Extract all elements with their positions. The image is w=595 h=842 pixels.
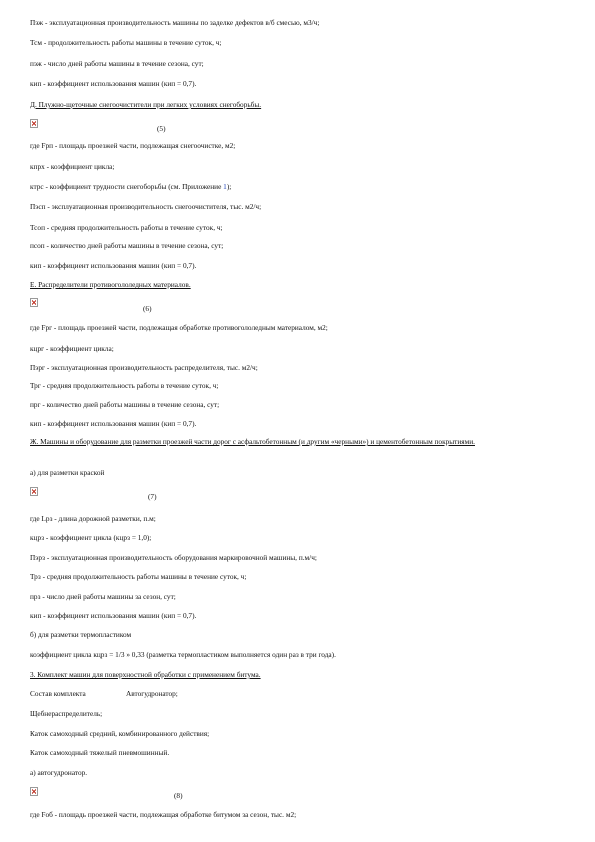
section-heading: 3. Комплект машин для поверхностной обработки с применением битума. xyxy=(30,670,261,679)
section-heading: Ж. Машины и оборудование для разметки проезжей части дорог с асфальтобетонным (и другим «черными») и цементобетонным покрытиями. xyxy=(30,437,475,446)
text-line: пэж - число дней работы машины в течение сезона, сут; xyxy=(30,59,204,68)
text-line xyxy=(30,182,575,191)
appendix-link[interactable]: 1 xyxy=(223,182,227,191)
text-line: Трз - средняя продолжительность работы машины в течение суток, ч; xyxy=(30,572,247,581)
text-line: кип - коэффициент использования машин (кип = 0,7). xyxy=(30,79,197,88)
broken-image-icon xyxy=(30,119,38,128)
formula-number: (8) xyxy=(174,791,183,800)
text-segment: ); xyxy=(226,182,232,191)
text-line: псоп - количество дней работы машины в течение сезона, сут; xyxy=(30,241,224,250)
text-line: где Fрг - площадь проезжей части, подлежащая обработке противогололедным материалом, м2; xyxy=(30,323,328,332)
text-line: Тсоп - средняя продолжительность работы в течение суток, ч; xyxy=(30,223,223,232)
text-line: кцрз - коэффициент цикла (кцрз = 1,0); xyxy=(30,533,152,542)
text-line: где Fрп - площадь проезжей части, подлежащая снегоочистке, м2; xyxy=(30,141,236,150)
text-line: б) для разметки термопластиком xyxy=(30,630,132,639)
text-line: Состав комплекта xyxy=(30,689,86,698)
text-line: Пэсп - эксплуатационная производительность снегоочистителя, тыс. м2/ч; xyxy=(30,202,262,211)
formula-number: (7) xyxy=(148,492,157,501)
text-line: Тсм - продолжительность работы машины в течение суток, ч; xyxy=(30,38,222,47)
text-line: Щебнераспределитель; xyxy=(30,709,103,718)
text-line: прг - количество дней работы машины в течение сезона, сут; xyxy=(30,400,220,409)
text-line: а) автогудронатор. xyxy=(30,768,88,777)
text-line: кип - коэффициент использования машин (кип = 0,7). xyxy=(30,261,197,270)
text-line: Каток самоходный средний, комбинированного действия; xyxy=(30,729,210,738)
text-line: кпрх - коэффициент цикла; xyxy=(30,162,115,171)
text-line: Пэрз - эксплуатационная производительность оборудования маркировочной машины, п.м/ч; xyxy=(30,553,317,562)
section-heading: Е. Распределители противогололедных материалов. xyxy=(30,280,191,289)
text-line: а) для разметки краской xyxy=(30,468,105,477)
text-line: Каток самоходный тяжелый пневмошинный. xyxy=(30,748,170,757)
text-line: где Fоб - площадь проезжей части, подлежащая обработке битумом за сезон, тыс. м2; xyxy=(30,810,297,819)
text-line: Пэрг - эксплуатационная производительность распределителя, тыс. м2/ч; xyxy=(30,363,258,372)
section-heading: Д. Плужно-щеточные снегоочистители при легких условиях снегоборьбы. xyxy=(30,100,262,109)
text-line: где Lрз - длина дорожной разметки, п.м; xyxy=(30,514,156,523)
formula-number: (5) xyxy=(157,124,166,133)
broken-image-icon xyxy=(30,787,38,796)
text-line: Трг - средняя продолжительность работы в течение суток, ч; xyxy=(30,381,219,390)
text-segment: ктрс - коэффициент трудности снегоборьбы (см. Приложение xyxy=(30,182,224,191)
text-line: Автогудронатор; xyxy=(126,689,178,698)
broken-image-icon xyxy=(30,487,38,496)
text-line: кип - коэффициент использования машин (кип = 0,7). xyxy=(30,611,197,620)
text-line: Пэж - эксплуатационная производительность машины по заделке дефектов в/б смесью, м3/ч; xyxy=(30,18,320,27)
formula-number: (6) xyxy=(143,304,152,313)
text-line: кип - коэффициент использования машин (кип = 0,7). xyxy=(30,419,197,428)
text-line: прз - число дней работы машины за сезон, сут; xyxy=(30,592,176,601)
text-line: кцрг - коэффициент цикла; xyxy=(30,344,114,353)
text-line: коэффициент цикла кцрз = 1/3 » 0,33 (разметка термопластиком выполняется один раз в три года). xyxy=(30,650,336,659)
broken-image-icon xyxy=(30,298,38,307)
